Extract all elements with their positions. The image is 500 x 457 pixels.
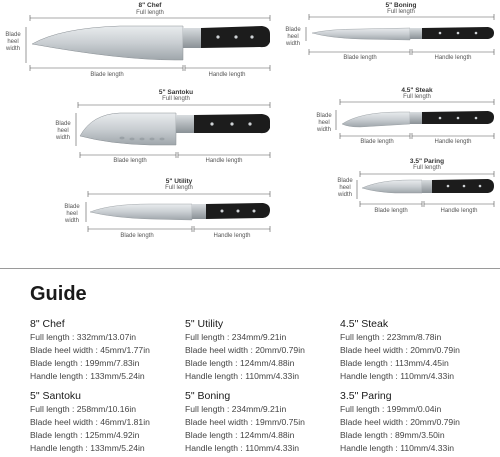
chef-knife bbox=[26, 15, 270, 71]
spec-name: 5" Santoku bbox=[30, 390, 82, 402]
spec-blade-heel-width: Blade heel width : 20mm/0.79in bbox=[340, 345, 460, 355]
spec-blade-length: Blade length : 199mm/7.83in bbox=[30, 358, 140, 368]
spec-blade-length: Blade length : 113mm/4.45in bbox=[340, 358, 449, 368]
utility-blade-label: Blade length bbox=[120, 233, 154, 239]
knife-spec-santoku bbox=[30, 390, 190, 457]
spec-blade-length: Blade length : 124mm/4.88in bbox=[185, 430, 295, 440]
boning-knife bbox=[306, 14, 494, 55]
spec-full-length: Full length : 332mm/13.07in bbox=[30, 332, 137, 342]
knife-spec-paring bbox=[340, 390, 500, 457]
knife-spec-steak bbox=[340, 318, 500, 390]
knife-spec-chef bbox=[30, 318, 190, 390]
santoku-title: 5" Santoku bbox=[158, 89, 194, 96]
spec-handle-length: Handle length : 110mm/4.33in bbox=[185, 371, 300, 381]
utility-heel-label: Blade heel width bbox=[64, 204, 80, 224]
steak-blade-label: Blade length bbox=[360, 139, 394, 145]
boning-full-length-label: Full length bbox=[387, 9, 415, 15]
santoku-knife bbox=[76, 102, 270, 158]
paring-title: 3.5" Paring bbox=[409, 158, 445, 165]
spec-blade-length: Blade length : 89mm/3.50in bbox=[340, 430, 445, 440]
utility-knife bbox=[86, 191, 270, 232]
steak-knife bbox=[336, 99, 494, 139]
spec-handle-length: Handle length : 110mm/4.33in bbox=[340, 443, 455, 453]
spec-full-length: Full length : 199mm/0.04in bbox=[340, 404, 442, 414]
spec-blade-length: Blade length : 125mm/4.92in bbox=[30, 430, 140, 440]
chef-heel-label: Blade heel width bbox=[5, 32, 21, 52]
guide-column-3 bbox=[340, 318, 500, 457]
paring-knife bbox=[357, 171, 494, 207]
spec-name: 8" Chef bbox=[30, 318, 65, 330]
spec-handle-length: Handle length : 110mm/4.33in bbox=[185, 443, 300, 453]
spec-blade-heel-width: Blade heel width : 46mm/1.81in bbox=[30, 417, 150, 427]
knife-spec-boning bbox=[185, 390, 345, 457]
paring-heel-label: Blade heel width bbox=[337, 178, 353, 198]
chef-blade-label: Blade length bbox=[90, 72, 124, 78]
paring-blade-label: Blade length bbox=[374, 208, 408, 214]
boning-title: 5" Boning bbox=[385, 2, 417, 9]
paring-handle-label: Handle length bbox=[440, 208, 478, 214]
chef-title: 8" Chef bbox=[138, 2, 162, 9]
spec-name: 3.5" Paring bbox=[340, 390, 392, 402]
santoku-handle-label: Handle length bbox=[205, 158, 243, 164]
spec-blade-heel-width: Blade heel width : 20mm/0.79in bbox=[185, 345, 305, 355]
chef-handle-label: Handle length bbox=[208, 72, 246, 78]
steak-title: 4.5" Steak bbox=[401, 87, 433, 94]
spec-blade-heel-width: Blade heel width : 45mm/1.77in bbox=[30, 345, 150, 355]
santoku-full-length-label: Full length bbox=[162, 96, 190, 102]
spec-full-length: Full length : 223mm/8.78in bbox=[340, 332, 442, 342]
guide-title: Guide bbox=[30, 283, 87, 305]
spec-name: 4.5" Steak bbox=[340, 318, 389, 330]
spec-full-length: Full length : 258mm/10.16in bbox=[30, 404, 137, 414]
utility-handle-label: Handle length bbox=[213, 233, 251, 239]
utility-title: 5" Utility bbox=[165, 178, 193, 185]
guide-column-1 bbox=[30, 318, 190, 457]
steak-heel-label: Blade heel width bbox=[316, 113, 332, 133]
section-divider bbox=[0, 268, 500, 269]
spec-blade-heel-width: Blade heel width : 19mm/0.75in bbox=[185, 417, 305, 427]
paring-full-length-label: Full length bbox=[413, 165, 441, 171]
spec-name: 5" Boning bbox=[185, 390, 231, 402]
guide-column-2 bbox=[185, 318, 345, 457]
spec-handle-length: Handle length : 133mm/5.24in bbox=[30, 371, 145, 381]
chef-full-length-label: Full length bbox=[136, 10, 164, 16]
spec-handle-length: Handle length : 110mm/4.33in bbox=[340, 371, 455, 381]
steak-handle-label: Handle length bbox=[434, 139, 472, 145]
steak-full-length-label: Full length bbox=[403, 94, 431, 100]
santoku-heel-label: Blade heel width bbox=[55, 121, 71, 141]
spec-full-length: Full length : 234mm/9.21in bbox=[185, 332, 287, 342]
spec-handle-length: Handle length : 133mm/5.24in bbox=[30, 443, 145, 453]
utility-full-length-label: Full length bbox=[165, 185, 193, 191]
boning-heel-label: Blade heel width bbox=[285, 27, 301, 47]
boning-handle-label: Handle length bbox=[434, 55, 472, 61]
boning-blade-label: Blade length bbox=[343, 55, 377, 61]
santoku-blade-label: Blade length bbox=[113, 158, 147, 164]
spec-blade-length: Blade length : 124mm/4.88in bbox=[185, 358, 295, 368]
spec-full-length: Full length : 234mm/9.21in bbox=[185, 404, 287, 414]
spec-blade-heel-width: Blade heel width : 20mm/0.79in bbox=[340, 417, 460, 427]
spec-name: 5" Utility bbox=[185, 318, 224, 330]
knife-spec-utility bbox=[185, 318, 345, 390]
